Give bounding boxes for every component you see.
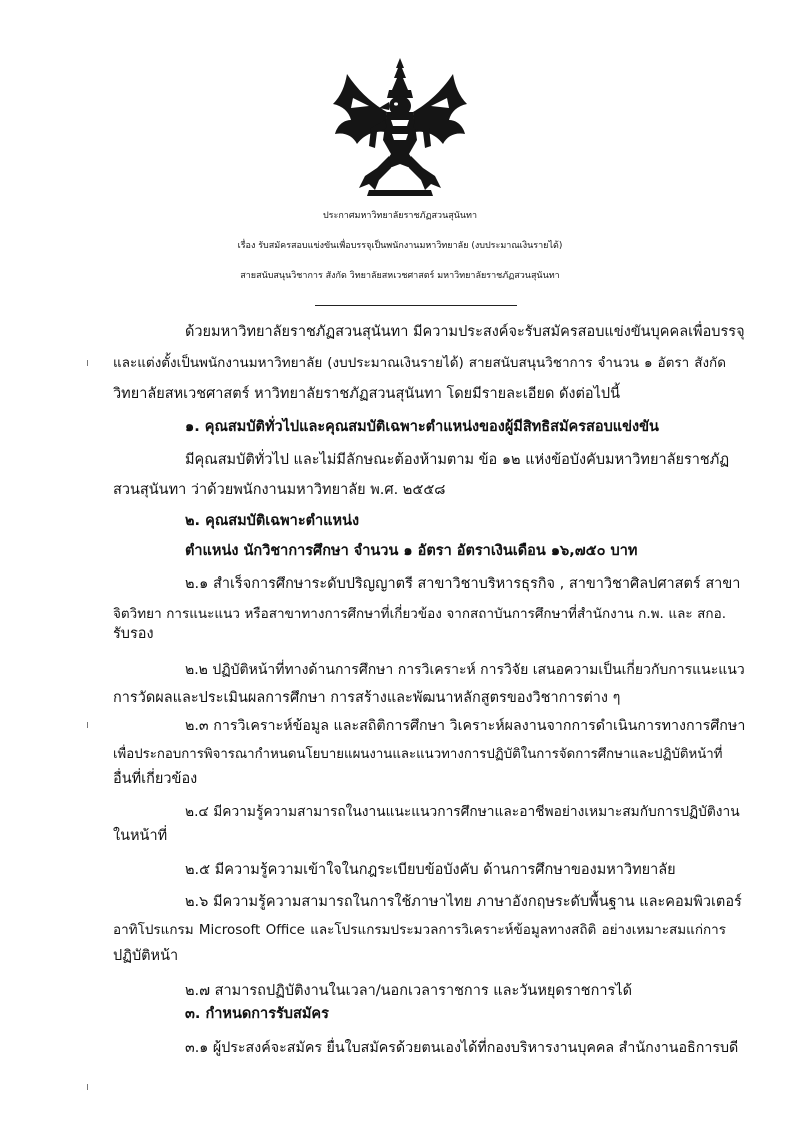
item-2-3-line-2: เพื่อประกอบการพิจารณากำหนดนโยบายแผนงานและแนวทางการปฏิบัติในการจัดการศึกษาและปฏิบัติหน้าที่: [113, 747, 723, 762]
item-2-4-line-1: ๒.๔ มีความรู้ความสามารถในงานแนะแนวการศึกษาและอาชีพอย่างเหมาะสมกับการปฏิบัติงาน: [185, 804, 740, 820]
section-1-line-2: สวนสุนันทา ว่าด้วยพนักงานมหาวิทยาลัย พ.ศ. ๒๕๕๘: [113, 482, 446, 498]
item-2-2-line-1: ๒.๒ ปฏิบัติหน้าที่ทางด้านการศึกษา การวิเคราะห์ การวิจัย เสนอความเป็นเกี่ยวกับการแนะแนว: [185, 662, 745, 678]
margin-mark: [87, 360, 88, 366]
item-2-7-line-1: ๒.๗ สามารถปฏิบัติงานในเวลา/นอกเวลาราชการ และวันหยุดราชการได้: [185, 983, 632, 999]
item-2-4-line-2: ในหน้าที่: [113, 828, 168, 844]
section-1-line-1: มีคุณสมบัติทั่วไป และไม่มีลักษณะต้องห้ามตาม ข้อ ๑๒ แห่งข้อบังคับมหาวิทยาลัยราชภัฏ: [185, 452, 730, 468]
item-3-1-line-1: ๓.๑ ผู้ประสงค์จะสมัคร ยื่นใบสมัครด้วยตนเองได้ที่กองบริหารงานบุคคล สำนักงานอธิการบดี: [185, 1040, 739, 1056]
item-2-1-line-2: จิตวิทยา การแนะแนว หรือสาขาทางการศึกษาที่เกี่ยวข้อง จากสถาบันการศึกษาที่สำนักงาน ก.พ. และ สกอ.: [113, 606, 726, 622]
item-2-1-line-3: รับรอง: [113, 626, 154, 642]
item-2-6-line-3: ปฏิบัติหน้า: [113, 948, 179, 964]
item-2-6-line-2: อาทิโปรแกรม Microsoft Office และโปรแกรมประมวลการวิเคราะห์ข้อมูลทางสถิติ อย่างเหมาะสมแก่การ: [113, 922, 726, 938]
announcement-subject: เรื่อง รับสมัครสอบแข่งขันเพื่อบรรจุเป็นพนักงานมหาวิทยาลัย (งบประมาณเงินรายได้): [237, 241, 563, 251]
garuda-emblem-icon: [329, 56, 471, 198]
item-2-3-line-3: อื่นที่เกี่ยวข้อง: [113, 771, 198, 787]
intro-line-2: และแต่งตั้งเป็นพนักงานมหาวิทยาลัย (งบประมาณเงินรายได้) สายสนับสนุนวิชาการ จำนวน ๑ อัตรา สังกัด: [113, 355, 726, 371]
announcement-title: ประกาศมหาวิทยาลัยราชภัฏสวนสุนันทา: [322, 211, 478, 221]
header-divider: [315, 305, 517, 306]
section-3-heading: ๓. กำหนดการรับสมัคร: [185, 1006, 329, 1022]
margin-mark: [87, 1084, 88, 1090]
intro-line-1: ด้วยมหาวิทยาลัยราชภัฏสวนสุนันทา มีความประสงค์จะรับสมัครสอบแข่งขันบุคคลเพื่อบรรจุ: [185, 324, 745, 340]
section-1-heading: ๑. คุณสมบัติทั่วไปและคุณสมบัติเฉพาะตำแหน่งของผู้มีสิทธิสมัครสอบแข่งขัน: [185, 419, 659, 435]
announcement-unit: สายสนับสนุนวิชาการ สังกัด วิทยาลัยสหเวชศาสตร์ มหาวิทยาลัยราชภัฏสวนสุนันทา: [240, 271, 560, 281]
margin-mark: [87, 722, 88, 728]
item-2-2-line-2: การวัดผลและประเมินผลการศึกษา การสร้างและพัฒนาหลักสูตรของวิชาการต่าง ๆ: [113, 690, 621, 706]
section-2-heading: ๒. คุณสมบัติเฉพาะตำแหน่ง: [185, 513, 360, 529]
item-2-6-line-1: ๒.๖ มีความรู้ความสามารถในการใช้ภาษาไทย ภาษาอังกฤษระดับพื้นฐาน และคอมพิวเตอร์: [185, 894, 742, 910]
item-2-1-line-1: ๒.๑ สำเร็จการศึกษาระดับปริญญาตรี สาขาวิชาบริหารธุรกิจ , สาขาวิชาศิลปศาสตร์ สาขา: [185, 576, 741, 592]
position-line: ตำแหน่ง นักวิชาการศึกษา จำนวน ๑ อัตรา อัตราเงินเดือน ๑๖,๗๕๐ บาท: [185, 543, 638, 559]
item-2-3-line-1: ๒.๓ การวิเคราะห์ข้อมูล และสถิติการศึกษา วิเคราะห์ผลงานจากการดำเนินการทางการศึกษา: [185, 718, 746, 734]
intro-line-3: วิทยาลัยสหเวชศาสตร์ หาวิทยาลัยราชภัฏสวนสุนันทา โดยมีรายละเอียด ดังต่อไปนี้: [113, 386, 621, 402]
item-2-5-line-1: ๒.๕ มีความรู้ความเข้าใจในกฎระเบียบข้อบังคับ ด้านการศึกษาของมหาวิทยาลัย: [185, 862, 676, 878]
